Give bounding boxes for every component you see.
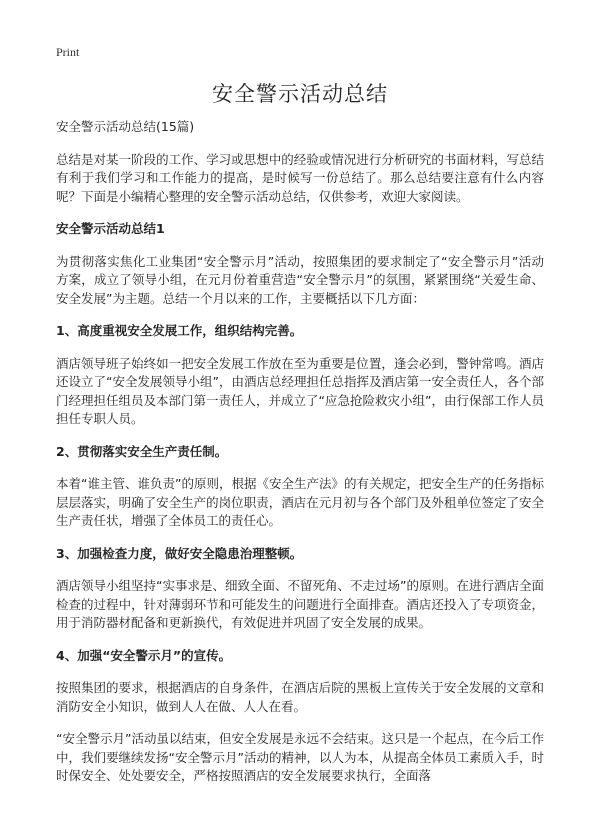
item-heading: 3、加强检查力度，做好安全隐患治理整顿。 <box>56 545 303 561</box>
item-body: 按照集团的要求，根据酒店的自身条件，在酒店后院的黑板上宣传关于安全发展的文章和消防安全小知识，做到人人在做、人人在看。 <box>56 680 544 714</box>
item-body: 酒店领导小组坚持“实事求是、细致全面、不留死角、不走过场”的原则。在进行酒店全面检查的过程中，针对薄弱环节和可能发生的问题进行全面排查。酒店还投入了专项资金，用于消防器材配备和更新换代，有效促进并巩固了安全发展的成果。 <box>56 578 544 630</box>
section-heading: 安全警示活动总结1 <box>56 221 165 236</box>
intro-paragraph: 总结是对某一阶段的工作、学习或思想中的经验或情况进行分析研究的书面材料，写总结有利于我们学习和工作能力的提高，是时候写一份总结了。那么总结要注意有什么内容呢？下面是小编精心整理的安全警示活动总结，仅供参考，欢迎大家阅读。 <box>56 151 544 204</box>
closing-paragraph: “安全警示月”活动虽以结束，但安全发展是永远不会结束。这只是一个起点，在今后工作中，我们要继续发扬“安全警示月”活动的精神，以人为本，从提高全体员工素质入手，时时保安全、处处要安全，严格按照酒店的安全发展要求执行，全面落 <box>56 731 544 783</box>
item-heading: 2、贯彻落实安全生产责任制。 <box>56 443 228 459</box>
item-heading: 4、加强“安全警示月”的宣传。 <box>56 647 232 663</box>
document-title: 安全警示活动总结 <box>212 82 388 106</box>
document-subtitle: 安全警示活动总结(15篇) <box>56 119 195 134</box>
document-body <box>56 118 544 800</box>
item-heading: 1、高度重视安全发展工作，组织结构完善。 <box>56 323 303 338</box>
item-body: 酒店领导班子始终如一把安全发展工作放在至为重要是位置，逢会必到，警钟常鸣。酒店还设立了“安全发展领导小组”，由酒店总经理担任总指挥及酒店第一安全责任人，各个部门经理担任组员及本部门第一责任人，并成立了“应急抢险救灾小组”，由行保部工作人员担任专职人员。 <box>56 355 544 426</box>
item-body: 本着“谁主管、谁负责”的原则，根据《安全生产法》的有关规定，把安全生产的任务指标层层落实，明确了安全生产的岗位职责，酒店在元月初与各个部门及外租单位签定了安全生产责任状，增强了全体员工的责任心。 <box>56 476 544 528</box>
section-intro-paragraph: 为贯彻落实焦化工业集团“安全警示月”活动，按照集团的要求制定了“安全警示月”活动方案，成立了领导小组，在元月份着重营造“安全警示月”的氛围，紧紧围绕“关爱生命、安全发展”为主题。总结一个月以来的工作，主要概括以下几方面： <box>56 253 544 306</box>
print-link[interactable]: Print <box>56 45 80 59</box>
